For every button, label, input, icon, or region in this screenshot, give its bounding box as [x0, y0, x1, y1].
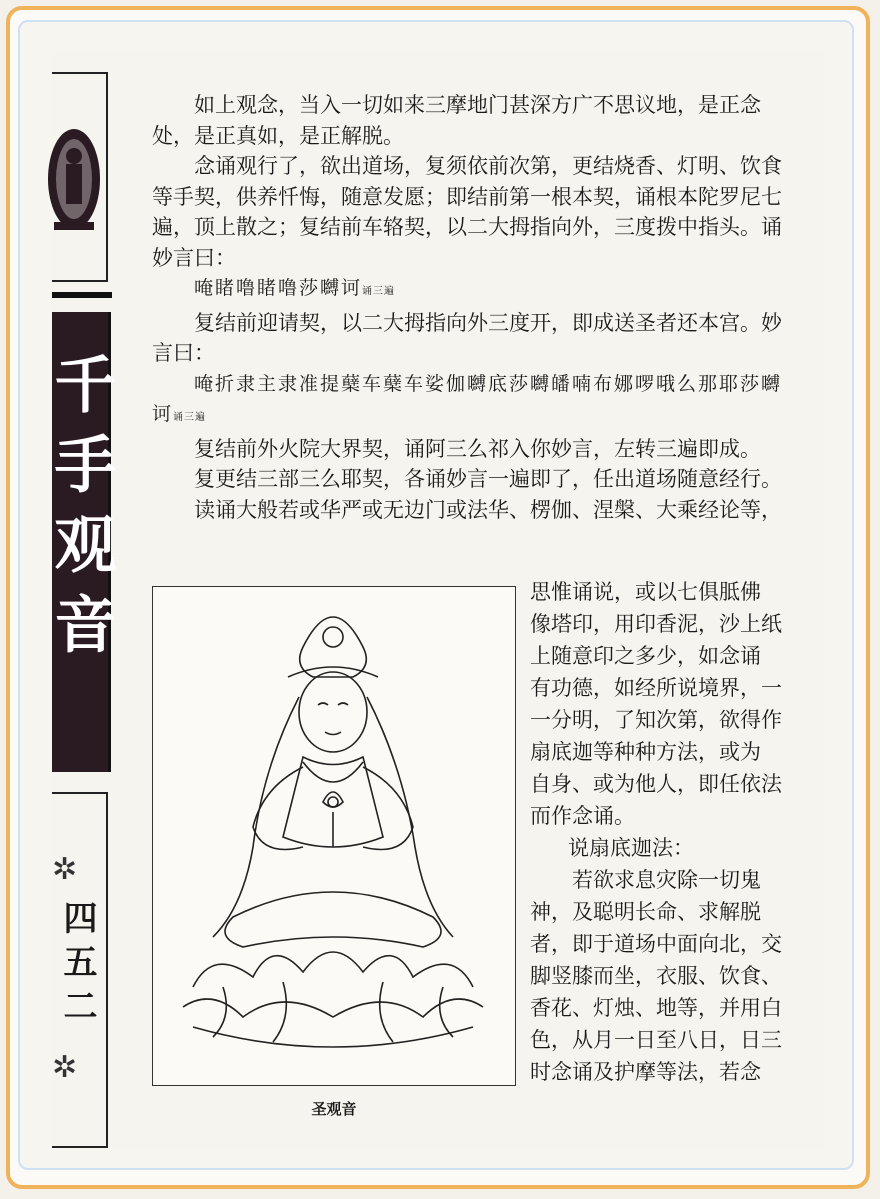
column-line: 时念诵及护摩等法，若念: [530, 1060, 761, 1084]
column-line: 若欲求息灾除一切鬼: [572, 868, 761, 892]
mantra-text: 唵折隶主隶准提蘖车蘖车娑伽嚩底莎嚩皤喃布娜啰哦么那耶莎嚩诃: [152, 372, 783, 425]
figure-caption: 圣观音: [311, 1100, 357, 1118]
column-line: 神，及聪明长命、求解脱: [530, 900, 761, 924]
spine-emblem-box: [52, 72, 108, 282]
spine-title: 千手观音: [44, 352, 117, 672]
column-line: 者，即于道场中面向北，交: [530, 932, 782, 956]
mantra: [152, 273, 792, 308]
paragraph: 如上观念，当入一切如来三摩地门甚深方广不思议地，是正念处，是正真如，是正解脱。: [152, 93, 761, 148]
column-line: 像塔印，用印香泥，沙上纸: [530, 612, 782, 636]
mantra-note: 诵三遍: [362, 286, 396, 297]
column-line: 自身、或为他人，即任依法: [530, 772, 782, 796]
column-heading: 说扇底迦法：: [568, 836, 694, 860]
paragraph: 念诵观行了，欲出道场，复须依前次第，更结烧香、灯明、饮食等手契，供养忏悔，随意发愿；即结前第一根本契，诵根本陀罗尼七遍，顶上散之；复结前车辂契，以二大拇指向外，三度拨中指头。诵妙言曰：: [152, 154, 782, 270]
spine-divider: [52, 292, 112, 298]
right-column: [530, 576, 792, 1088]
column-line: 有功德，如经所说境界，一: [530, 676, 782, 700]
mantra-note: 诵三遍: [173, 412, 207, 423]
column-line: 上随意印之多少，如念诵: [530, 644, 761, 668]
mantra: [152, 369, 792, 434]
flower-ornament-icon: ✲: [52, 1050, 78, 1085]
guanyin-emblem-icon: [52, 124, 106, 244]
paragraph: 读诵大般若或华严或无边门或法华、楞伽、涅槃、大乘经论等，: [194, 497, 782, 522]
column-line: 一分明，了知次第，欲得作: [530, 708, 782, 732]
paragraph: 复结前迎请契，以二大拇指向外三度开，即成送圣者还本宫。妙言曰：: [152, 310, 782, 365]
flower-ornament-icon: ✲: [52, 852, 78, 887]
column-line: 扇底迦等种种方法，或为: [530, 740, 761, 764]
mantra-text: 唵睹噜睹噜莎嚩诃: [194, 277, 363, 299]
column-line: 而作念诵。: [530, 804, 635, 828]
column-line: 色，从月一日至八日，日三: [530, 1028, 782, 1052]
seated-bodhisattva-icon: [153, 587, 514, 1084]
guanyin-illustration: [152, 586, 516, 1086]
column-line: 香花、灯烛、地等，并用白: [530, 996, 782, 1020]
paragraph: 复更结三部三么耶契，各诵妙言一遍即了，任出道场随意经行。: [194, 467, 782, 491]
page-number: 四五二: [57, 900, 97, 1032]
paragraph: 复结前外火院大界契，诵阿三么祁入你妙言，左转三遍即成。: [194, 436, 761, 461]
main-text: [152, 90, 792, 525]
column-line: 脚竖膝而坐，衣服、饮食、: [530, 964, 782, 988]
column-line: 思惟诵说，或以七俱胝佛: [530, 580, 761, 604]
